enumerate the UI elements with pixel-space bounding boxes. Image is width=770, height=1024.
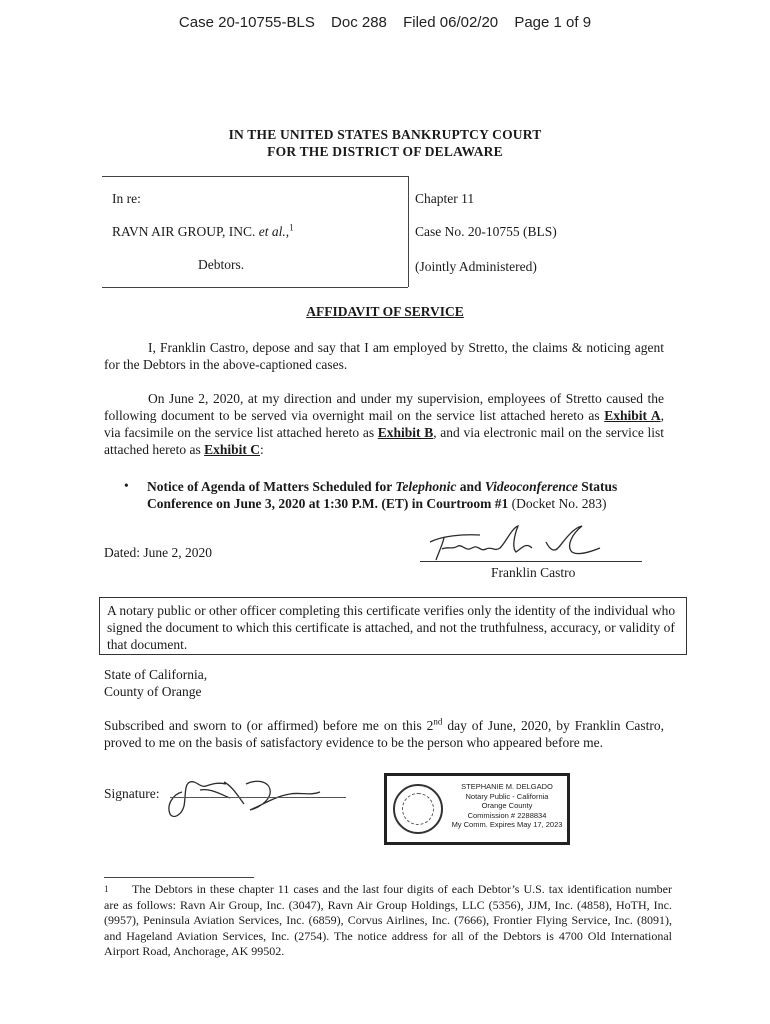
court-title-line2: FOR THE DISTRICT OF DELAWARE <box>267 144 503 159</box>
affiant-name: Franklin Castro <box>491 565 576 580</box>
exhibit-c: Exhibit C <box>204 442 260 457</box>
caption-rule-top <box>102 176 408 177</box>
notary-notice-box <box>99 597 687 655</box>
service-text-3: , and via electronic mail on the service list attached hereto as <box>104 425 665 457</box>
notary-signature-line <box>170 797 346 798</box>
bullet-marker: • <box>124 478 129 493</box>
caption-in-re: In re: <box>112 191 141 206</box>
caption-rule-bottom <box>102 287 408 288</box>
exhibit-b: Exhibit B <box>377 425 434 440</box>
served-doc-text-3: Status Conference on June 3, 2020 at 1:30 P.M. (ET) in Courtroom #1 <box>147 479 618 511</box>
service-text-4: : <box>259 442 264 457</box>
caption-debtor-name: RAVN AIR GROUP, INC. <box>112 224 256 239</box>
court-title <box>0 126 770 160</box>
served-document <box>147 478 667 512</box>
stamp-expiration: My Comm. Expires May 17, 2023 <box>451 820 563 829</box>
caption-debtors: Debtors. <box>198 257 245 272</box>
served-doc-text-2: and <box>456 479 485 494</box>
caption-chapter: Chapter 11 <box>415 191 475 206</box>
served-doc-telephonic: Telephonic <box>395 479 457 494</box>
document-title: AFFIDAVIT OF SERVICE <box>306 304 464 319</box>
caption-case-no: Case No. 20-10755 (BLS) <box>415 224 557 239</box>
paragraph-employment: I, Franklin Castro, depose and say that I am employed by Stretto, the claims & noticing agent for the Debtors in the above-captioned cases. <box>104 340 664 372</box>
caption-et-al: et al., <box>258 224 290 239</box>
caption-footnote-ref: 1 <box>289 222 294 233</box>
caption-jointly: (Jointly Administered) <box>415 259 537 274</box>
footnote <box>104 882 672 960</box>
court-title-line1: IN THE UNITED STATES BANKRUPTCY COURT <box>228 127 542 142</box>
served-doc-videoconference: Videoconference <box>484 479 578 494</box>
case-number-header: Case 20-10755-BLS <box>178 14 315 31</box>
stamp-county: Orange County <box>481 801 533 810</box>
doc-number-header: Doc 288 <box>331 14 387 31</box>
notary-stamp <box>384 773 570 845</box>
served-doc-docket: (Docket No. 283) <box>508 496 607 511</box>
served-doc-text-1: Notice of Agenda of Matters Scheduled for <box>147 479 396 494</box>
footnote-rule <box>104 877 254 878</box>
page-number-header: Page 1 of 9 <box>514 14 592 31</box>
footnote-mark: 1 <box>104 884 109 894</box>
stamp-text <box>445 782 569 830</box>
venue-county: County of Orange <box>104 684 202 699</box>
jurat-text-2: day of June, 2020, by Franklin Castro, proved to me on the basis of satisfactory evidence to be the person who appeared before me. <box>104 718 664 750</box>
seal-inner-ring-icon <box>402 793 434 825</box>
venue <box>104 666 207 700</box>
notary-notice-text: A notary public or other officer completing this certificate verifies only the identity of the individual who signed the document to which this certificate is attached, and not the truthfulness, accuracy, or validity of that document. <box>107 603 676 652</box>
state-seal-icon <box>393 784 443 834</box>
affiant-signature-icon <box>422 522 612 566</box>
caption-divider <box>408 176 409 287</box>
jurat-ordinal: nd <box>433 716 443 727</box>
dated-line: Dated: June 2, 2020 <box>104 545 212 560</box>
venue-state: State of California, <box>104 667 208 682</box>
service-text-2: , via facsimile on the service list attached hereto as <box>104 408 664 440</box>
caption-debtor <box>112 224 294 240</box>
exhibit-a: Exhibit A <box>604 408 661 423</box>
jurat-text-1: Subscribed and sworn to (or affirmed) before me on this 2 <box>104 718 434 733</box>
stamp-commission: Commission # 2288834 <box>467 810 547 820</box>
notary-signature-icon <box>160 770 350 822</box>
service-text-1: On June 2, 2020, at my direction and under my supervision, employees of Stretto caused the following document to be served via overnight mail on the service list attached hereto as <box>104 391 664 423</box>
footnote-text: The Debtors in these chapter 11 cases and the last four digits of each Debtor’s U.S. tax identification number are as follows: Ravn Air Group, Inc. (3047), Ravn Air Group Holdings, LLC (5356), JJM, Inc. (4858), HoTH, Inc. (9957), Peninsula Aviation Services, Inc. (6859), Corvus Airlines, Inc. (7666), Frontier Flying Service, Inc. (8091), and Hageland Aviation Services, Inc. (2754). The notice address for all of the Debtors is 4700 Old International Airport Road, Anchorage, AK 99502. <box>104 882 672 958</box>
jurat-text <box>104 717 664 751</box>
signature-label: Signature: <box>104 786 160 801</box>
filed-date-header: Filed 06/02/20 <box>403 14 499 31</box>
stamp-notary-title: Notary Public - California <box>465 791 549 801</box>
filing-header <box>0 14 770 31</box>
paragraph-service <box>104 390 664 458</box>
affiant-signature-line <box>420 561 642 562</box>
stamp-notary-name: STEPHANIE M. DELGADO <box>461 782 553 791</box>
